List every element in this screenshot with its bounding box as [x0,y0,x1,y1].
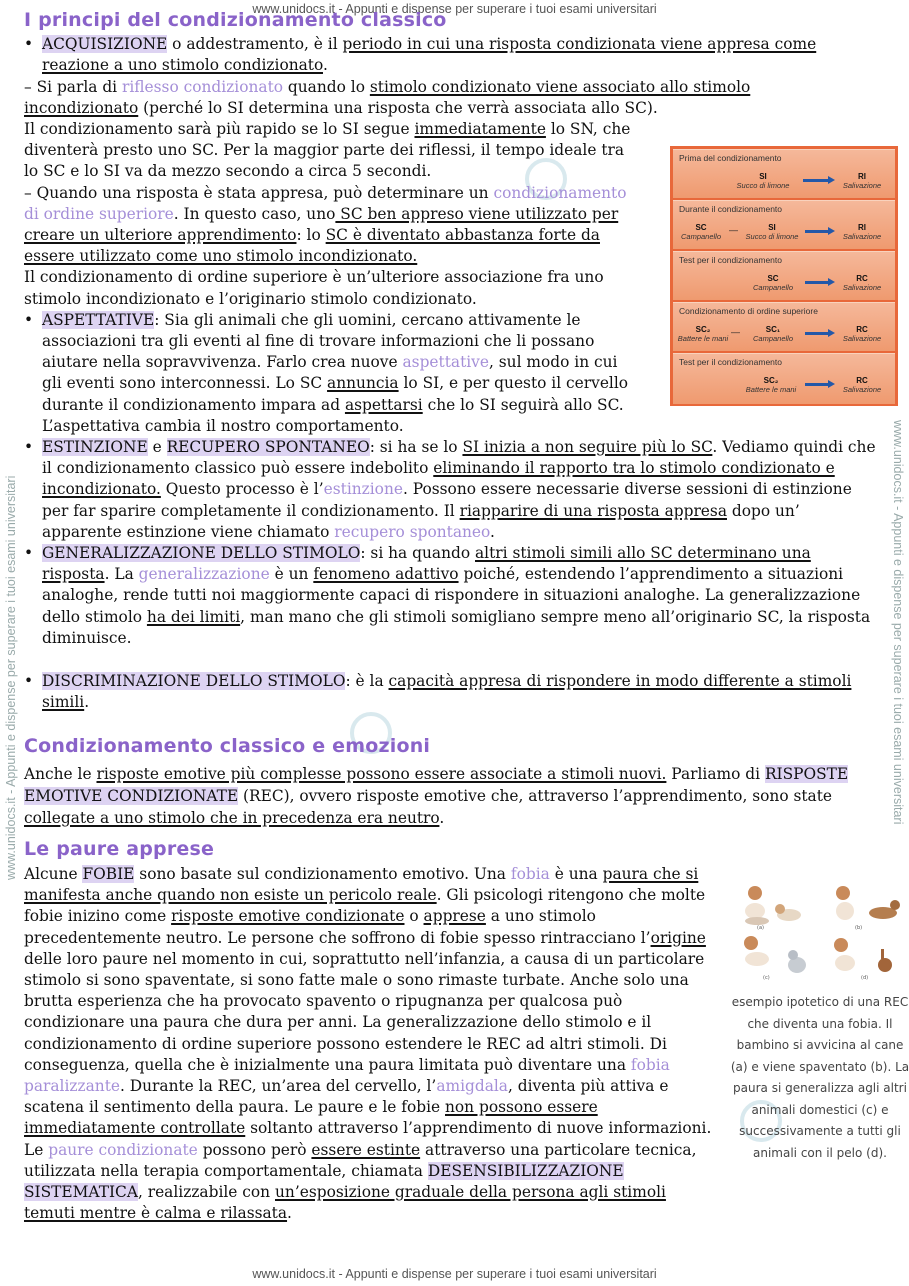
watermark-bottom: www.unidocs.it - Appunti e dispense per superare i tuoi esami universitari [252,1267,657,1281]
diagram-cell: SC₂ Battere le mani [677,325,729,343]
arrow-icon [803,179,829,182]
diagram-cell: RI Salivazione [842,172,882,190]
paragraph: Il condizionamento sarà più rapido se lo SI segue immediatamente lo SN, che diventerà presto uno SC. Per la maggior parte dei riflessi, il tempo ideale tra lo SC e lo SI va da mezzo secondo a circa 5 secondi. [24,120,631,181]
cat-icon [788,950,806,973]
baby-icon [745,886,769,925]
arrow-icon [805,383,829,386]
diagram-row-title: Test per il condizionamento [679,357,783,367]
paragraph: Il condizionamento di ordine superiore è un’ulteriore associazione fra uno stimolo incondizionato e l’originario stimolo condizionato. [24,268,604,308]
diagram-cell: RC Salivazione [842,325,882,343]
list-item-generalizzazione: • GENERALIZZAZIONE DELLO STIMOLO: si ha quando altri stimoli simili allo SC determinano una risposta. La generalizzazione è un fenomeno adattivo poiché, estendendo l’apprendimento a situazioni analoghe, rende tutti noi maggiormente capaci di rispondere in situazioni analoghe. La generalizzazione dello stimolo ha dei limiti, man mano che gli stimoli somigliano sempre meno all’originario SC, la risposta diminuisce. [24,543,882,649]
section-title: Le paure apprese [24,837,215,860]
svg-text:(b): (b) [855,925,863,931]
section-title: I principi del condizionamento classico [24,9,447,31]
diagram-row: Durante il condizionamento SC Campanello — SI Succo di limone RI Salivazione [673,200,895,249]
figure-caption: esempio ipotetico di una REC che diventa una fobia. Il bambino si avvicina al cane (a) e viene spaventato (b). La paura si generalizza agli altri animali domestici (c) e successivamente a tutti gli animali con il pelo (d). [730,995,909,1160]
rabbit-icon [878,949,892,972]
baby-animals-illustration [735,885,905,985]
dog-icon [869,900,900,919]
paragraph: – Si parla di riflesso condizionato quando lo stimolo condizionato viene associato allo stimolo incondizionato (perché lo SI determina una risposta che verrà associata allo SC). [24,77,751,117]
diagram-cell: SC Campanello [680,223,722,241]
list-item-estinzione: • ESTINZIONE e RECUPERO SPONTANEO: si ha se lo SI inizia a non seguire più lo SC. Vediamo quindi che il condizionamento classico può essere indebolito eliminando il rapporto tra lo stimolo condizionato e incondizionato. Questo processo è l’estinzione. Possono essere necessarie diverse sessioni di estinzione per far sparire completamente il condizionamento. Il riapparire di una risposta appresa dopo un’ apparente estinzione viene chiamato recupero spontaneo. [24,437,882,543]
arrow-icon [805,230,829,233]
diagram-cell: RI Salivazione [842,223,882,241]
list-item-discriminazione: • DISCRIMINAZIONE DELLO STIMOLO: è la capacità appresa di rispondere in modo differente a stimoli simili. [24,671,902,713]
diagram-row [673,353,895,404]
watermark-side-right: www.unidocs.it - Appunti e dispense per superare i tuoi esami universitari [891,420,905,825]
paragraph: Le paure condizionate possono però essere estinte attraverso una particolare tecnica, utilizzata nella terapia comportamentale, chiamata DESENSIBILIZZAZIONE SISTEMATICA, realizzabile con un’esposizione graduale della persona agli stimoli temuti mentre è calma e rilassata. [24,1140,697,1223]
diagram-row [673,251,895,300]
arrow-icon [805,332,829,335]
list-item-acquisizione: • ACQUISIZIONE o addestramento, è il periodo in cui una risposta condizionata viene appresa come reazione a uno stimolo condizionato. [24,34,872,76]
diagram-row-title: Condizionamento di ordine superiore [679,306,818,316]
paragraph: – Quando una risposta è stata appresa, può determinare un condizionamento di ordine superiore. In questo caso, uno SC ben appreso viene utilizzato per creare un ulteriore apprendimento: lo SC è diventato abbastanza forte da essere utilizzato come uno stimolo incondizionato. [24,183,627,266]
diagram-cell: RC Salivazione [842,376,882,394]
diagram-cell: RC Salivazione [842,274,882,292]
arrow-icon [805,281,829,284]
baby-icon [834,938,855,971]
conditioning-diagram [670,146,898,406]
diagram-cell: SC₁ Campanello [752,325,794,343]
diagram-cell: SI Succo di limone [745,223,799,241]
term-highlight: ACQUISIZIONE [42,35,168,54]
diagram-row-title: Durante il condizionamento [679,204,783,214]
paragraph: Alcune FOBIE sono basate sul condizionamento emotivo. Una fobia è una paura che si manifesta anche quando non esiste un pericolo reale. Gli psicologi ritengono che molte fobie inizino come risposte emotive condizionate o apprese a uno stimolo precedentemente neutro. Le persone che soffrono di fobie spesso rintracciano l’origine delle loro paure nel momento in cui, soprattutto nell’infanzia, a causa di un particolare stimolo si sono spaventate, si sono fatte male o sono rimaste turbate. Anche solo una brutta esperienza che ha provocato spavento o ripugnanza per qualcosa può condizionare una paura che dura per anni. La generalizzazione dello stimolo e il condizionamento di ordine superiore possono estendere le REC ad altri stimoli. Di conseguenza, quella che è inizialmente una paura limitata può diventare una fobia paralizzante. Durante la REC, un’area del cervello, l’amigdala, diventa più attiva e scatena il sentimento della paura. Le paure e le fobie non possono essere immediatamente controllate soltanto attraverso l’apprendimento di nuove informazioni. [24,864,712,1138]
dog-icon [775,904,801,921]
diagram-row-title: Prima del condizionamento [679,153,782,163]
list-item-aspettative: • ASPETTATIVE: Sia gli animali che gli uomini, cercano attivamente le associazioni tra gli eventi al fine di trovare informazioni che li possano aiutare nella sopravvivenza. Farlo crea nuove aspettative, sul modo in cui gli eventi sono interconnessi. Lo SC annuncia lo SI, e per questo il cervello durante il condizionamento impara ad aspettarsi che lo SI seguirà allo SC. L’aspettativa cambia il nostro comportamento. [24,310,642,437]
baby-icon [744,936,769,966]
watermark-side-left: www.unidocs.it - Appunti e dispense per superare i tuoi esami universitari [4,475,18,880]
diagram-cell: SC Campanello [752,274,794,292]
paragraph: Anche le risposte emotive più complesse possono essere associate a stimoli nuovi. Parliamo di RISPOSTE EMOTIVE CONDIZIONATE (REC), ovvero risposte emotive che, attraverso l’apprendimento, sono state collegate a uno stimolo che in precedenza era neutro. [24,764,849,827]
diagram-cell: SC₂ Battere le mani [745,376,797,394]
diagram-cell: SI Succo di limone [736,172,790,190]
diagram-row: Condizionamento di ordine superiore SC₂ Battere le mani — SC₁ Campanello RC Salivazione [673,302,895,351]
diagram-row-title: Test per il condizionamento [679,255,783,265]
svg-text:(c): (c) [763,975,770,981]
baby-icon [836,886,854,920]
svg-text:(d): (d) [861,975,869,981]
diagram-row [673,149,895,198]
svg-text:(a): (a) [757,925,764,931]
watermark-top: www.unidocs.it - Appunti e dispense per superare i tuoi esami universitari [252,2,657,16]
section-title: Condizionamento classico e emozioni [24,734,431,757]
